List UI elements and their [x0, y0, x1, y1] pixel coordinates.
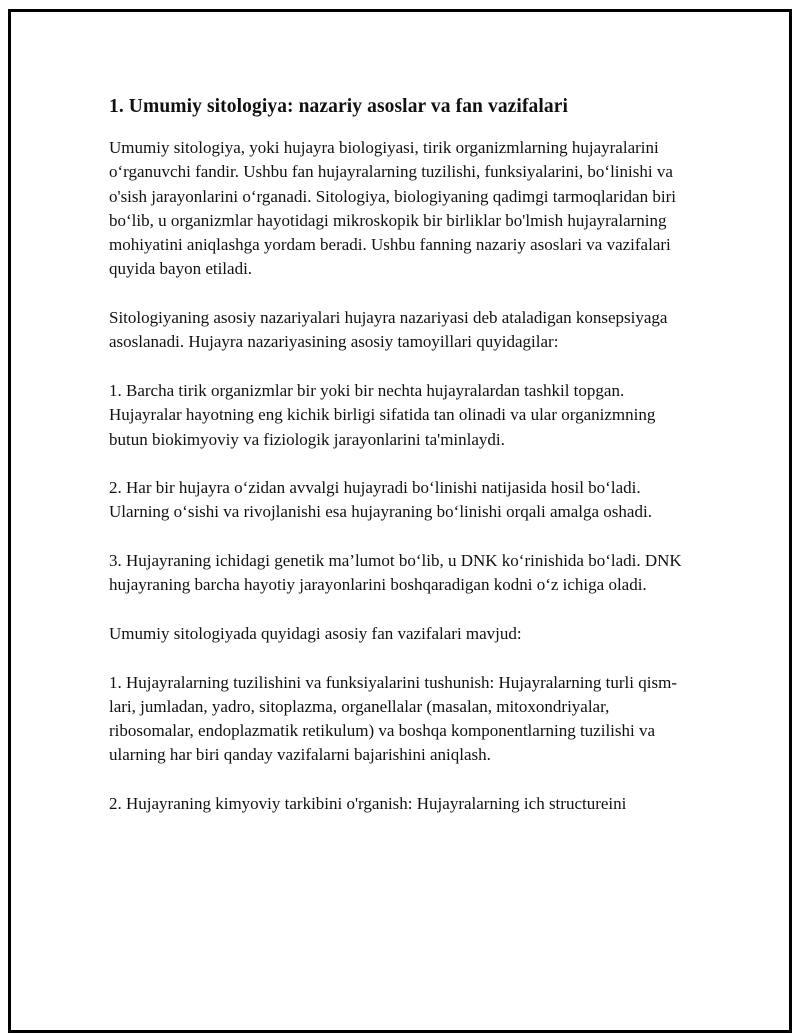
paragraph-tasks-intro: Umumiy sitologiyada quyidagi asosiy fan vazifalari mavjud:	[109, 623, 522, 643]
paragraph-task-1: 1. Hujayralarning tuzilishini va funksiyalarini tushunish: Hujayralarning turli qism-lari, jumladan, yadro, sitoplazma, organellalar (masalan, mitoxondriyalar, ribosomalar, endoplazmatik retikulum) va boshqa komponentlarning tuzilishi va ularning har biri qanday vazifalarni bajarishini aniqlash.	[109, 672, 677, 765]
paragraph-principle-3: 3. Hujayraning ichidagi genetik ma’lumot bo‘lib, u DNK ko‘rinishida bo‘ladi. DNK hujayraning barcha hayotiy jarayonlarini boshqaradigan kodni o‘z ichiga oladi.	[109, 551, 682, 595]
paragraph-principle-2: 2. Har bir hujayra o‘zidan avvalgi hujayradi bo‘linishi natijasida hosil bo‘ladi. Ularning o‘sishi va rivojlanishi esa hujayraning bo‘linishi orqali amalga oshadi.	[109, 478, 652, 522]
paragraph-cell-theory-intro: Sitologiyaning asosiy nazariyalari hujayra nazariyasi deb ataladigan konsepsiyaga asoslanadi. Hujayra nazariyasining asosiy tamoyillari quyidagilar:	[109, 308, 668, 352]
document-body	[109, 94, 689, 841]
paragraph-task-2: 2. Hujayraning kimyoviy tarkibini o'rganish: Hujayralarning ich structureini	[109, 794, 627, 814]
paragraph-intro: Umumiy sitologiya, yoki hujayra biologiyasi, tirik organizmlarning hujayralarini o‘rganuvchi fandir. Ushbu fan hujayralarning tuzilishi, funksiyalarini, bo‘linishi va o'sish jarayonlarini o‘rganadi. Sitologiya, biologiyaning qadimgi tarmoqlaridan biri bo‘lib, u organizmlar hayotidagi mikroskopik bir birliklar bo'lmish hujayralarning mohiyatini aniqlashga yordam beradi. Ushbu fanning nazariy asoslari va vazifalari quyida bayon etiladi.	[109, 138, 676, 279]
paragraph-principle-1: 1. Barcha tirik organizmlar bir yoki bir nechta hujayralardan tashkil topgan. Hujayralar hayotning eng kichik birligi sifatida tan olinadi va ular organizmning butun biokimyoviy va fiziologik jarayonlarini ta'minlaydi.	[109, 380, 656, 449]
section-heading: 1. Umumiy sitologiya: nazariy asoslar va fan vazifalari	[109, 96, 569, 117]
